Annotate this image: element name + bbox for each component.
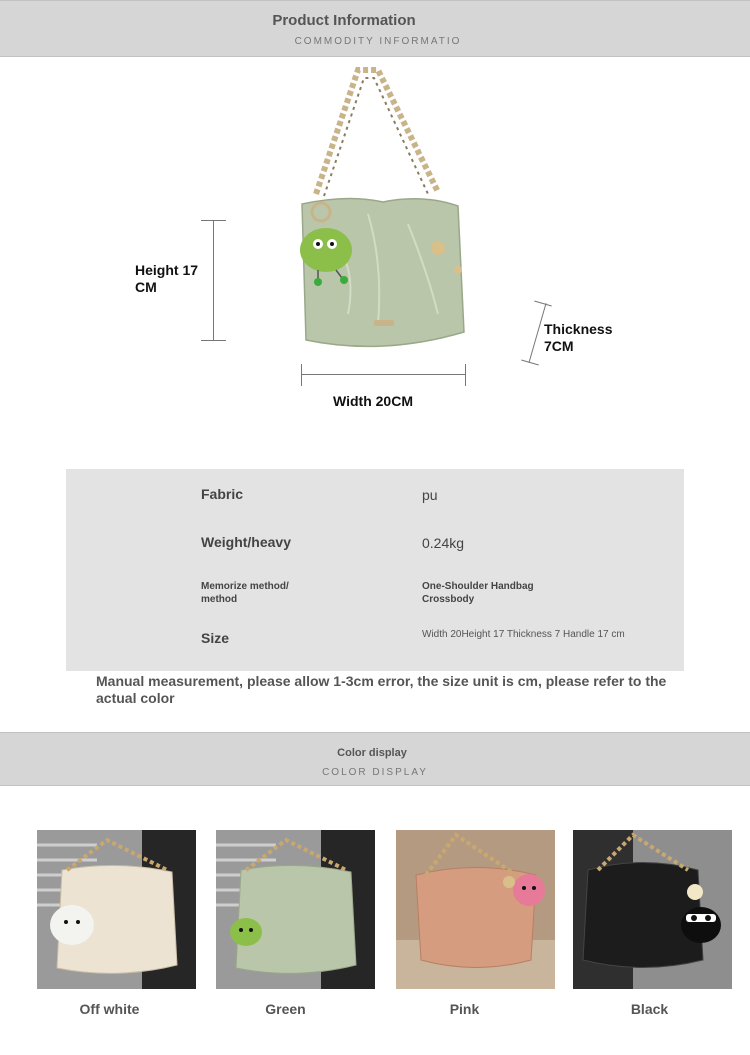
main-bag-image [288, 64, 478, 354]
spec-value-weight: 0.24kg [422, 535, 465, 551]
measurement-note: Manual measurement, please allow 1-3cm error, the size unit is cm, please refer to the actual color [96, 673, 667, 706]
product-info-banner [0, 0, 750, 57]
width-dimension-cap-right [465, 364, 466, 386]
spec-value-size: Width 20Height 17 Thickness 7 Handle 17 cm [422, 629, 625, 640]
thickness-label: Thickness 7CM [544, 321, 613, 354]
spec-label-method: Memorize method/ method [201, 581, 289, 605]
width-dimension-cap-left [301, 364, 302, 386]
spec-label-size: Size [201, 630, 230, 646]
spec-label-weight: Weight/heavy [201, 534, 291, 550]
width-dimension-line [301, 374, 466, 375]
color-display-title: Color display [337, 747, 407, 759]
thickness-dimension-cap-top [534, 301, 552, 307]
width-label: Width 20CM [333, 393, 413, 409]
color-photo-off-white[interactable] [37, 830, 196, 989]
color-display-banner [0, 732, 750, 786]
color-caption-black: Black [630, 1001, 669, 1017]
spec-value-method: One-Shoulder Handbag Crossbody [422, 581, 534, 605]
color-photo-pink[interactable] [396, 830, 555, 989]
height-dimension-cap-bottom [201, 340, 226, 341]
height-dimension-line [213, 220, 214, 340]
color-caption-off-white: Off white [79, 1001, 140, 1017]
spec-table [66, 469, 684, 671]
spec-label-fabric: Fabric [201, 486, 244, 502]
color-photo-green[interactable] [216, 830, 375, 989]
product-info-title: Product Information [272, 12, 416, 29]
color-photo-black[interactable] [573, 830, 732, 989]
height-dimension-cap-top [201, 220, 226, 221]
color-display-subtitle: COLOR DISPLAY [322, 767, 428, 778]
product-info-subtitle: COMMODITY INFORMATIO [294, 36, 462, 47]
color-caption-green: Green [265, 1001, 306, 1017]
height-label: Height 17 CM [135, 262, 199, 295]
spec-value-fabric: pu [422, 487, 438, 503]
color-caption-pink: Pink [449, 1001, 480, 1017]
